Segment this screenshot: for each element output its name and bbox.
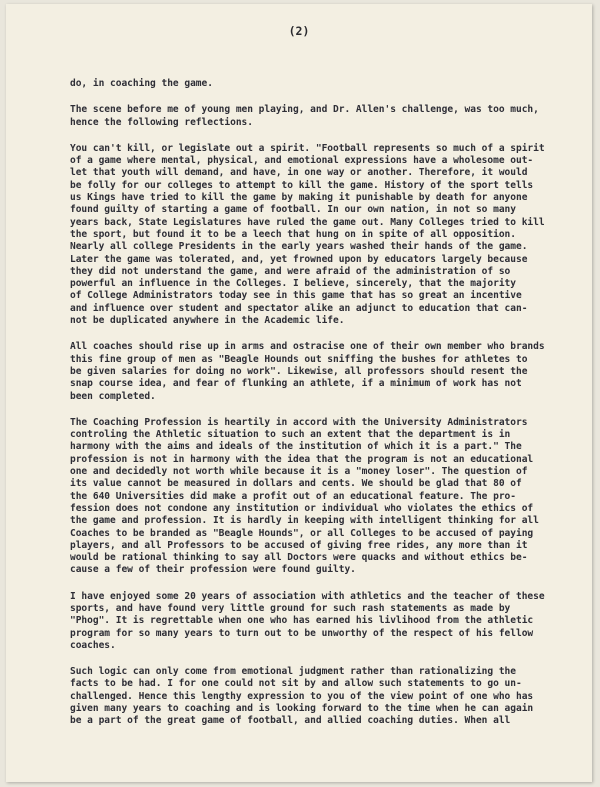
text-line: The Coaching Profession is heartily in accord with the University Administrators (70, 416, 528, 428)
text-line: profession is not in harmony with the idea that the program is not an educational (70, 453, 534, 465)
text-line: years back, State Legislatures have ruled the game out. Many Colleges tried to kill (70, 216, 545, 228)
text-line: fession does not condone any institution or individual who violates the ethics of (70, 502, 534, 514)
text-line: Nearly all college Presidents in the early years washed their hands of the game. (70, 241, 528, 253)
text-line: You can't kill, or legislate out a spirit. "Football represents so much of a spirit (70, 142, 545, 154)
text-line: the sport, but found it to be a leech that hung on in spite of all opposition. (70, 228, 516, 240)
text-line: snap course idea, and fear of flunking an athlete, if a minimum of work has not (70, 378, 522, 390)
text-line: this fine group of men as "Beagle Hounds out sniffing the bushes for athletes to (70, 353, 528, 365)
text-line: harmony with the aims and ideals of the institution of which it is a part." The (70, 441, 522, 453)
text-line: the 640 Universities did make a profit out of an educational feature. The pro- (70, 490, 516, 502)
text-line: facts to be had. I for one could not sit by and allow such statements to go un- (70, 678, 522, 690)
text-line: the game and profession. It is hardly in keeping with intelligent thinking for all (70, 515, 539, 527)
text-line: they did not understand the game, and were afraid of the administration of so (70, 265, 511, 277)
text-line: Later the game was tolerated, and, yet frowned upon by educators largely because (70, 253, 528, 265)
paragraph (70, 666, 568, 727)
paragraph (70, 341, 568, 402)
text-line: challenged. Hence this lengthy expression to you of the view point of one who has (70, 690, 534, 702)
text-line: of College Administrators today see in this game that has so great an incentive (70, 290, 522, 302)
text-line: be folly for our colleges to attempt to kill the game. History of the sport tells (70, 179, 534, 191)
text-line: let that youth will demand, and have, in one way or another. Therefore, it would (70, 167, 528, 179)
paragraph (70, 78, 568, 90)
text-line: one and decidedly not worth while because it is a "money loser". The question of (70, 466, 528, 478)
text-line: its value cannot be measured in dollars and cents. We should be glad that 80 of (70, 478, 522, 490)
text-line: "Phog". It is regrettable when one who has earned his livlihood from the athletic (70, 615, 534, 627)
text-line: All coaches should rise up in arms and ostracise one of their own member who brands (70, 341, 545, 353)
text-line: Such logic can only come from emotional judgment rather than rationalizing the (70, 666, 516, 678)
text-line: be a part of the great game of football, and allied coaching duties. When all (70, 715, 511, 727)
text-line: and influence over student and spectator alike an adjunct to education that can- (70, 302, 528, 314)
text-line: sports, and have found very little ground for such rash statements as made by (70, 602, 511, 614)
text-line: been completed. (70, 390, 156, 402)
paragraph (70, 417, 568, 577)
text-line: not be duplicated anywhere in the Academic life. (70, 315, 345, 327)
paragraph (70, 143, 568, 327)
text-line: powerful an influence in the Colleges. I believe, sincerely, that the majority (70, 278, 516, 290)
text-line: I have enjoyed some 20 years of association with athletics and the teacher of these (70, 590, 545, 602)
text-line: hence the following reflections. (70, 116, 253, 128)
document-page (6, 4, 592, 782)
text-line: players, and all Professors to be accused of giving free rides, any more than it (70, 539, 528, 551)
text-line: be given salaries for doing no work". Likewise, all professors should resent the (70, 365, 528, 377)
text-line: program for so many years to turn out to be unworthy of the respect of his fellow (70, 627, 534, 639)
text-line: coaches. (70, 639, 116, 651)
text-line: given many years to coaching and is looking forward to the time when he can again (70, 703, 534, 715)
text-line: cause a few of their profession were found guilty. (70, 564, 356, 576)
text-line: would be rational thinking to say all Doctors were quacks and without ethics be- (70, 552, 528, 564)
text-line: The scene before me of young men playing, and Dr. Allen's challenge, was too much, (70, 104, 539, 116)
text-line: do, in coaching the game. (70, 78, 213, 89)
text-line: found guilty of starting a game of football. In our own nation, in not so many (70, 204, 516, 216)
paragraph (70, 104, 568, 129)
text-line: us Kings have tried to kill the game by making it punishable by death for anyone (70, 192, 528, 204)
letter-body (70, 78, 568, 742)
text-line: of a game where mental, physical, and emotional expressions have a wholesome out- (70, 155, 534, 167)
text-line: controling the Athletic situation to such an extent that the department is in (70, 429, 511, 441)
text-line: Coaches to be branded as "Beagle Hounds", or all Colleges to be accused of paying (70, 527, 534, 539)
paragraph (70, 591, 568, 652)
page-number: (2) (288, 24, 310, 38)
